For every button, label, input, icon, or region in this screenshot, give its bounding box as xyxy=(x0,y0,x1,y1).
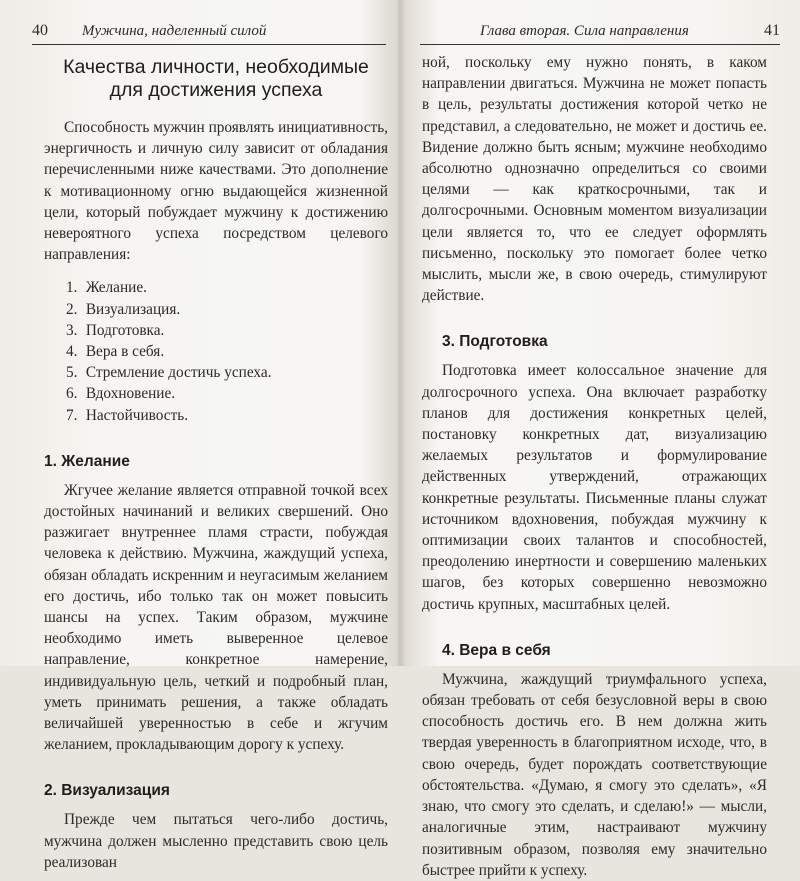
section-preparation-text: Подготовка имеет колоссальное значение для долгосрочного успеха. Она включает разработку планов для достижения конкретных целей, постановку конкретных дат, визуализацию желаемых результатов и формулирование действенных утверждений, отражающих конкретные результаты. Письменные планы служат источником вдохновения, побуждая мужчину к оптимизации своих талантов и способностей, преодолению инертности и совершению маленьких шагов, без которых совершенно невозможно достичь крупных, масштабных целей. xyxy=(422,362,767,613)
section-heading-desire: 1. Желание xyxy=(44,452,130,470)
header-rule xyxy=(32,44,386,45)
left-page-body xyxy=(44,52,388,873)
section-heading-preparation: 3. Подготовка xyxy=(442,333,548,351)
header-rule xyxy=(420,44,780,45)
section-visualization-text: Прежде чем пытаться чего-либо достичь, мужчина должен мысленно представить свою цель реализован xyxy=(44,811,388,871)
section-self-belief-text: Мужчина, жаждущий триумфального успеха, обязан требовать от себя безусловной веры в свою способность достичь его. В нем должна жить твердая уверенность в благоприятном исходе, что, в свою очередь, будет порождать соответствующие обстоятельства. «Думаю, я смогу это сделать», «Я знаю, что смогу это сделать, и сделаю!» — мысли, аналогичные этим, настраивают мужчину позитивным образом, позволяя ему значительно быстрее прийти к успеху. xyxy=(422,670,767,879)
right-page xyxy=(402,0,800,879)
continued-paragraph: ной, поскольку ему нужно понять, в каком направлении двигаться. Мужчина не может попасть в цель, результаты достижения которой четко не представил, а следовательно, не может и достичь ее. Видение должно быть ясным; мужчине необходимо абсолютно однозначно определиться со своими целями — как краткосрочными, так и долгосрочными. Основным моментом визуализации цели является то, что ее следует оформлять письменно, поскольку это помогает более четко мыслить, мысли же, в свою очередь, стимулируют действие. xyxy=(422,54,767,305)
qualities-list xyxy=(66,277,388,425)
list-item: 3. Подготовка. xyxy=(66,321,165,339)
right-page-number: 41 xyxy=(764,22,780,39)
left-running-head: Мужчина, наделенный силой xyxy=(82,23,267,39)
list-item: 1. Желание. xyxy=(66,279,147,297)
section-desire-text: Жгучее желание является отправной точкой всех достойных начинаний и великих свершений. Оно разжигает внутреннее пламя страсти, побуждая человека к действию. Мужчина, жаждущий успеха, обязан обладать искренним и неугасимым желанием его достичь, ибо только так он может повысить шансы на успех. Таким образом, мужчине необходимо иметь выверенное целевое направление, конкретное намерение, индивидуальную цель, четкий и подробный план, уметь принимать решения, а также обладать величайшей уверенностью в себе и жгучим желанием, прокладывающим дорогу к успеху. xyxy=(44,481,388,754)
right-page-body xyxy=(422,52,767,881)
section-heading-visualization: 2. Визуализация xyxy=(44,782,170,800)
right-page-header xyxy=(420,20,780,42)
list-item: 2. Визуализация. xyxy=(66,300,181,318)
chapter-title: Качества личности, необходимые для достижения успеха xyxy=(63,56,369,101)
intro-paragraph: Способность мужчин проявлять инициативность, энергичность и личную силу зависит от обладания перечисленными ниже качествами. Это дополнение к мотивационному огню выдающейся жизненной цели, который побуждает мужчину к достижению невероятного успеха посредством целевого направления: xyxy=(44,119,388,264)
list-item: 6. Вдохновение. xyxy=(66,385,176,403)
section-heading-self-belief: 4. Вера в себя xyxy=(442,641,551,659)
right-running-head: Глава вторая. Сила направления xyxy=(480,23,689,39)
list-item: 5. Стремление достичь успеха. xyxy=(66,364,272,382)
list-item: 7. Настойчивость. xyxy=(66,406,189,424)
list-item: 4. Вера в себя. xyxy=(66,343,165,361)
left-page xyxy=(0,0,400,871)
left-page-header xyxy=(32,20,386,42)
left-page-number: 40 xyxy=(32,22,48,39)
